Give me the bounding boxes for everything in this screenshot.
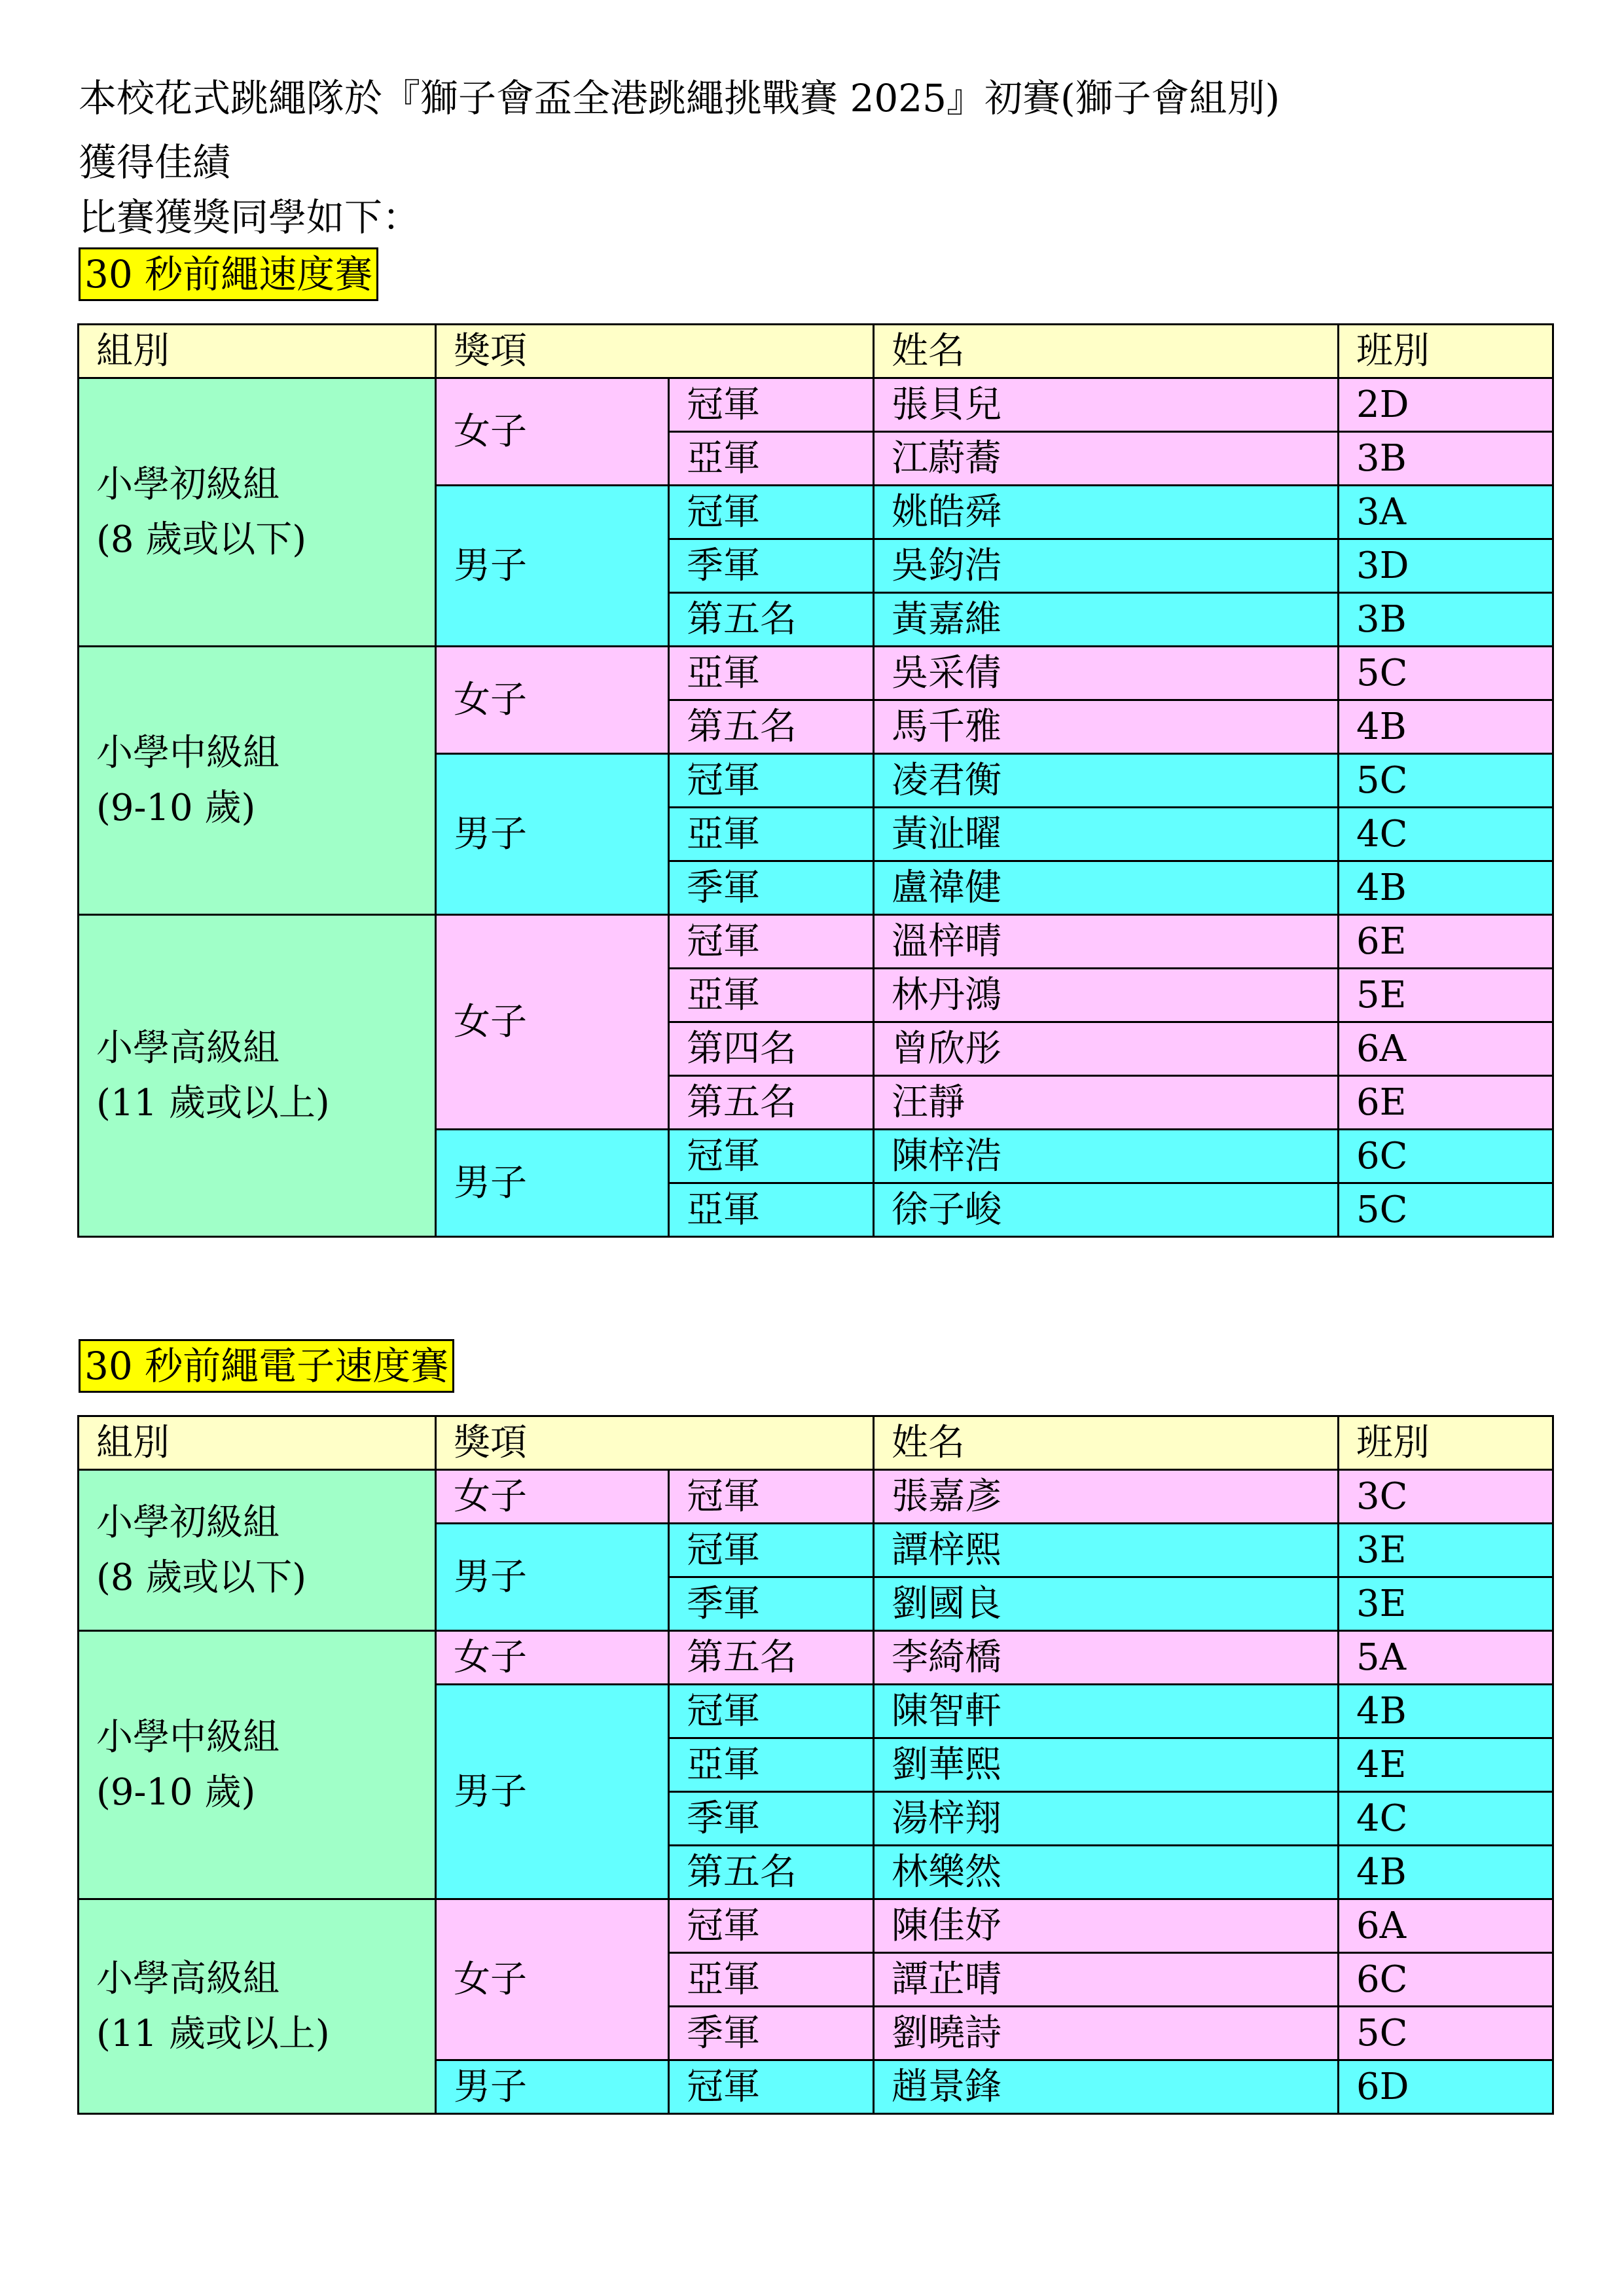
group-name: 小學中級組 — [96, 731, 280, 774]
student-name-cell: 凌君衡 — [874, 754, 1339, 808]
student-name-cell: 姚皓舜 — [874, 486, 1339, 539]
student-name-cell: 張嘉彥 — [874, 1470, 1339, 1524]
award-cell: 亞軍 — [669, 647, 874, 700]
class-cell: 6E — [1339, 1076, 1553, 1130]
table-row — [79, 1470, 1553, 1524]
student-name-cell: 馬千雅 — [874, 700, 1339, 754]
class-cell: 5C — [1339, 754, 1553, 808]
class-cell: 2D — [1339, 378, 1553, 432]
group-age-range: (8 歲或以下) — [96, 1556, 307, 1599]
gender-cell: 女子 — [436, 647, 669, 754]
group-age-range: (9-10 歲) — [96, 1770, 256, 1814]
class-cell: 5C — [1339, 647, 1553, 700]
class-cell: 5E — [1339, 969, 1553, 1022]
award-cell: 第五名 — [669, 700, 874, 754]
class-cell: 6A — [1339, 1899, 1553, 1953]
table-row — [79, 1899, 1553, 1953]
group-name: 小學中級組 — [96, 1715, 280, 1759]
award-cell: 季軍 — [669, 1792, 874, 1846]
table-row — [79, 1631, 1553, 1685]
student-name-cell: 陳智軒 — [874, 1685, 1339, 1738]
award-cell: 冠軍 — [669, 1130, 874, 1183]
award-cell: 冠軍 — [669, 486, 874, 539]
group-name: 小學初級組 — [96, 1501, 280, 1544]
student-name-cell: 張貝兒 — [874, 378, 1339, 432]
class-cell: 4C — [1339, 808, 1553, 861]
award-cell: 第五名 — [669, 1846, 874, 1899]
award-cell: 亞軍 — [669, 1953, 874, 2007]
group-age-range: (8 歲或以下) — [96, 518, 307, 561]
section-title-electronic-speed: 30 秒前繩電子速度賽 — [79, 1339, 454, 1393]
gender-cell: 女子 — [436, 915, 669, 1130]
header-award: 獎項 — [436, 1416, 874, 1470]
results-table-speed — [77, 323, 1554, 1238]
group-cell — [79, 647, 436, 915]
award-cell: 亞軍 — [669, 808, 874, 861]
award-cell: 第五名 — [669, 1076, 874, 1130]
header-name: 姓名 — [874, 1416, 1339, 1470]
student-name-cell: 曾欣彤 — [874, 1022, 1339, 1076]
student-name-cell: 譚芷晴 — [874, 1953, 1339, 2007]
student-name-cell: 黃沚曜 — [874, 808, 1339, 861]
class-cell: 3B — [1339, 432, 1553, 486]
gender-cell: 女子 — [436, 378, 669, 486]
award-cell: 季軍 — [669, 1577, 874, 1631]
class-cell: 5C — [1339, 2007, 1553, 2060]
class-cell: 3E — [1339, 1524, 1553, 1577]
award-cell: 第五名 — [669, 1631, 874, 1685]
class-cell: 3B — [1339, 593, 1553, 647]
group-cell — [79, 1470, 436, 1631]
header-row — [79, 325, 1553, 378]
results-table-electronic-speed — [77, 1415, 1554, 2115]
gender-cell: 男子 — [436, 754, 669, 915]
student-name-cell: 汪靜 — [874, 1076, 1339, 1130]
student-name-cell: 徐子峻 — [874, 1183, 1339, 1237]
class-cell: 4E — [1339, 1738, 1553, 1792]
group-age-range: (11 歲或以上) — [96, 1081, 330, 1124]
class-cell: 6E — [1339, 915, 1553, 969]
group-name: 小學初級組 — [96, 463, 280, 506]
header-class: 班別 — [1339, 325, 1553, 378]
student-name-cell: 陳梓浩 — [874, 1130, 1339, 1183]
gender-cell: 男子 — [436, 1524, 669, 1631]
group-cell — [79, 1631, 436, 1899]
award-cell: 亞軍 — [669, 432, 874, 486]
award-cell: 季軍 — [669, 539, 874, 593]
student-name-cell: 江蔚蕎 — [874, 432, 1339, 486]
header-award: 獎項 — [436, 325, 874, 378]
student-name-cell: 林丹鴻 — [874, 969, 1339, 1022]
award-cell: 亞軍 — [669, 1183, 874, 1237]
class-cell: 3C — [1339, 1470, 1553, 1524]
student-name-cell: 溫梓晴 — [874, 915, 1339, 969]
table-row — [79, 378, 1553, 432]
header-row — [79, 1416, 1553, 1470]
class-cell: 5C — [1339, 1183, 1553, 1237]
class-cell: 3E — [1339, 1577, 1553, 1631]
header-name: 姓名 — [874, 325, 1339, 378]
award-cell: 季軍 — [669, 2007, 874, 2060]
award-cell: 季軍 — [669, 861, 874, 915]
group-cell — [79, 1899, 436, 2114]
class-cell: 6C — [1339, 1130, 1553, 1183]
class-cell: 6C — [1339, 1953, 1553, 2007]
header-class: 班別 — [1339, 1416, 1553, 1470]
award-cell: 第五名 — [669, 593, 874, 647]
student-name-cell: 陳佳妤 — [874, 1899, 1339, 1953]
award-cell: 第四名 — [669, 1022, 874, 1076]
group-age-range: (9-10 歲) — [96, 786, 256, 829]
student-name-cell: 劉國良 — [874, 1577, 1339, 1631]
award-cell: 亞軍 — [669, 969, 874, 1022]
gender-cell: 男子 — [436, 486, 669, 647]
award-cell: 冠軍 — [669, 754, 874, 808]
group-name: 小學高級組 — [96, 1026, 280, 1069]
award-cell: 冠軍 — [669, 378, 874, 432]
gender-cell: 男子 — [436, 1130, 669, 1237]
award-cell: 冠軍 — [669, 2060, 874, 2114]
class-cell: 4B — [1339, 1685, 1553, 1738]
gender-cell: 女子 — [436, 1899, 669, 2060]
student-name-cell: 吳采倩 — [874, 647, 1339, 700]
table-row — [79, 915, 1553, 969]
class-cell: 4B — [1339, 1846, 1553, 1899]
group-cell — [79, 378, 436, 647]
group-name: 小學高級組 — [96, 1957, 280, 2000]
gender-cell: 男子 — [436, 1685, 669, 1899]
intro-line-1: 本校花式跳繩隊於『獅子會盃全港跳繩挑戰賽 2025』初賽(獅子會組別) — [79, 76, 1280, 120]
student-name-cell: 李綺橋 — [874, 1631, 1339, 1685]
student-name-cell: 林樂然 — [874, 1846, 1339, 1899]
student-name-cell: 湯梓翔 — [874, 1792, 1339, 1846]
section-title-speed: 30 秒前繩速度賽 — [79, 247, 378, 301]
class-cell: 4B — [1339, 700, 1553, 754]
award-cell: 亞軍 — [669, 1738, 874, 1792]
gender-cell: 女子 — [436, 1470, 669, 1524]
header-group: 組別 — [79, 325, 436, 378]
student-name-cell: 劉華熙 — [874, 1738, 1339, 1792]
class-cell: 4B — [1339, 861, 1553, 915]
student-name-cell: 趙景鋒 — [874, 2060, 1339, 2114]
class-cell: 6D — [1339, 2060, 1553, 2114]
class-cell: 4C — [1339, 1792, 1553, 1846]
student-name-cell: 吳鈞浩 — [874, 539, 1339, 593]
award-cell: 冠軍 — [669, 1899, 874, 1953]
student-name-cell: 黃嘉維 — [874, 593, 1339, 647]
class-cell: 3D — [1339, 539, 1553, 593]
group-cell — [79, 915, 436, 1237]
gender-cell: 女子 — [436, 1631, 669, 1685]
intro-line-2: 獲得佳績 — [79, 140, 231, 185]
student-name-cell: 譚梓熙 — [874, 1524, 1339, 1577]
class-cell: 3A — [1339, 486, 1553, 539]
intro-line-3: 比賽獲獎同學如下： — [79, 195, 421, 240]
gender-cell: 男子 — [436, 2060, 669, 2114]
class-cell: 6A — [1339, 1022, 1553, 1076]
table-row — [79, 647, 1553, 700]
award-cell: 冠軍 — [669, 915, 874, 969]
student-name-cell: 盧禕健 — [874, 861, 1339, 915]
award-cell: 冠軍 — [669, 1685, 874, 1738]
student-name-cell: 劉曉詩 — [874, 2007, 1339, 2060]
award-cell: 冠軍 — [669, 1524, 874, 1577]
group-age-range: (11 歲或以上) — [96, 2012, 330, 2055]
header-group: 組別 — [79, 1416, 436, 1470]
class-cell: 5A — [1339, 1631, 1553, 1685]
award-cell: 冠軍 — [669, 1470, 874, 1524]
